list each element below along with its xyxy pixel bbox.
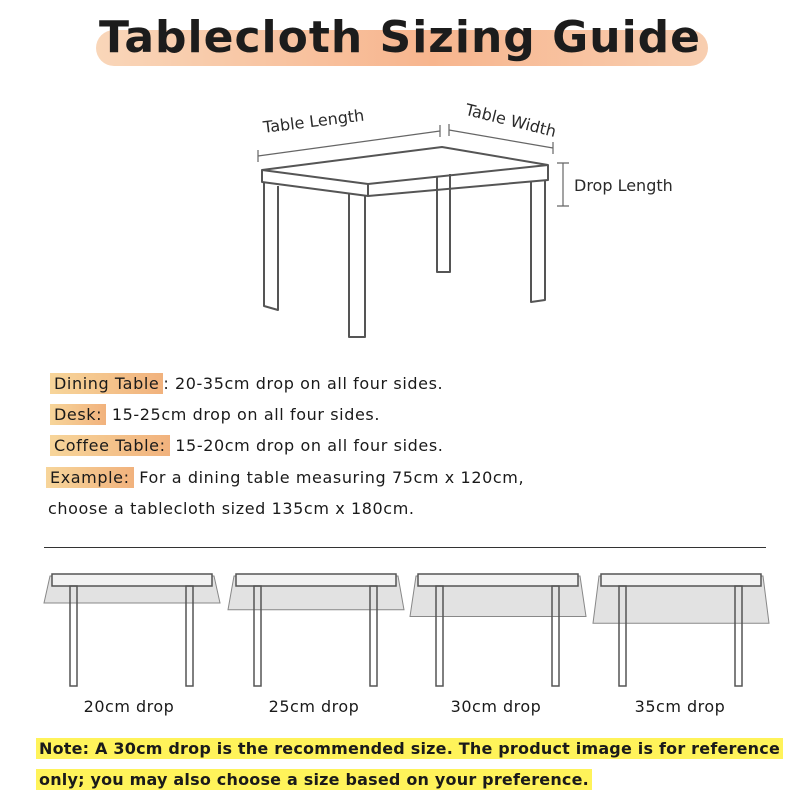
example-tag: Example: [46,467,134,488]
coffee-table-tag: Coffee Table: [50,435,170,456]
dining-table-tag: Dining Table [50,373,163,394]
table-top [601,574,761,586]
desk-tag: Desk: [50,404,106,425]
drop-length-label: Drop Length [574,176,673,195]
guide-row-coffee: Coffee Table: 15-20cm drop on all four sides. [50,435,443,456]
page-title: Tablecloth Sizing Guide [99,12,701,63]
example-row-continued: choose a tablecloth sized 135cm x 180cm. [48,499,415,518]
drop-label-25: 25cm drop [268,697,360,716]
drop-illustration [228,574,404,686]
table-top [418,574,578,586]
table-length-label: Table Length [262,105,366,137]
table-width-label: Table Width [463,100,559,141]
drop-illustration [44,574,220,686]
drop-label-20: 20cm drop [83,697,175,716]
drop-illustration [410,574,586,686]
table-top [236,574,396,586]
guide-row-dining: Dining Table : 20-35cm drop on all four sides. [50,373,443,394]
example-row: Example: For a dining table measuring 75cm x 120cm, [46,467,524,488]
note-line-1: Note: A 30cm drop is the recommended size. The product image is for reference [36,738,783,759]
drop-label-30: 30cm drop [450,697,542,716]
guide-row-desk: Desk: 15-25cm drop on all four sides. [50,404,380,425]
table-top [52,574,212,586]
drop-label-35: 35cm drop [634,697,726,716]
drop-illustration [593,574,769,686]
note-line-2: only; you may also choose a size based on your preference. [36,769,592,790]
